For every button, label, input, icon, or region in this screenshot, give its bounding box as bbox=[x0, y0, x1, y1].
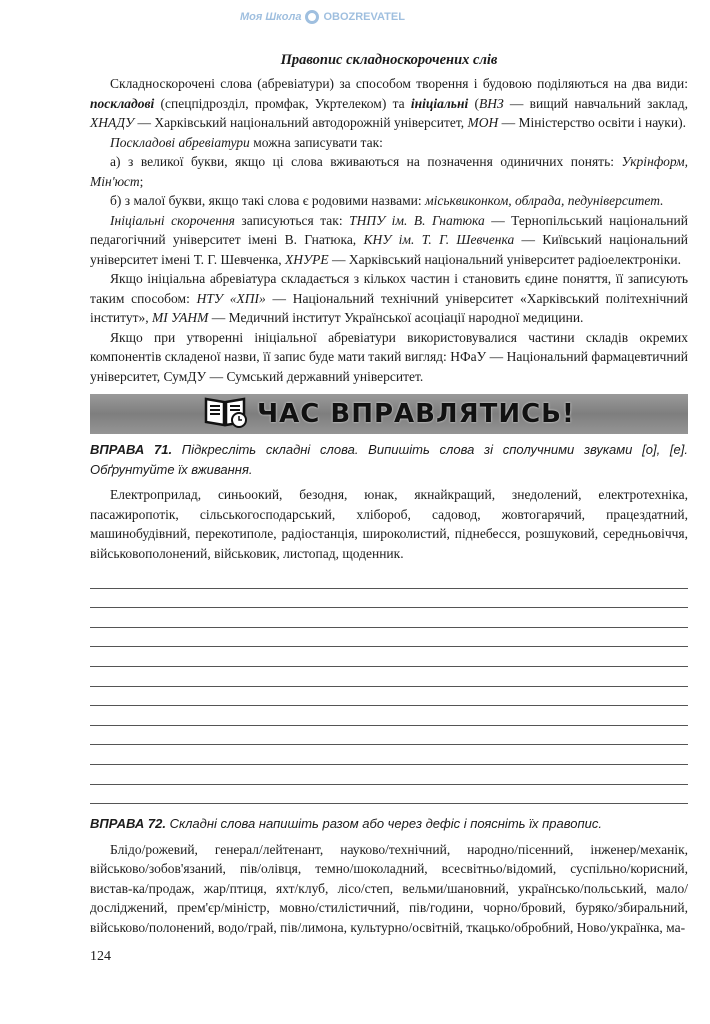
theory-text bbox=[90, 74, 688, 386]
text-run: Якщо при утворенні ініціальної абревіатури використовувалися частини складів окремих компонентів складеної назви, її запис буде мати такий вигляд: НФаУ — Національний фармацевтичний університет, СумДУ — Сумський державний університет. bbox=[90, 329, 688, 384]
emphasized-term: НТУ «ХПІ» bbox=[196, 290, 266, 306]
exercise-71-task bbox=[90, 440, 688, 479]
book-clock-icon bbox=[203, 395, 249, 434]
exercise-72-text: Блідо/рожевий, генерал/лейтенант, науково/технічний, народно/пісенний, інженер/механік, військово/зобов'язаний, пів/олівця, темно/шоколадний, всесвітньо/відомий, суспільно/корисний, вистав-ка/продаж, жар/птиця, яхт/клуб, лісо/степ, вельми/шановний, українсько/польський, мало/досліджений, прем'єр/міністр, мовно/стилістичний, пів/години, чорно/бровий, буряко/збиральний, військово/полонений, водо/грай, пів/лимона, культурно/освітній, ткацько/обробний, Ново/українка, ма- bbox=[90, 841, 688, 935]
text-run: записуються так: bbox=[234, 212, 350, 228]
banner-title: ЧАС ВПРАВЛЯТИСЬ! bbox=[257, 399, 575, 429]
answer-line bbox=[90, 589, 688, 609]
text-run: можна записувати так: bbox=[249, 134, 383, 150]
answer-line bbox=[90, 569, 688, 589]
answer-line bbox=[90, 745, 688, 765]
emphasized-term: ТНПУ ім. В. Гнатюка bbox=[349, 212, 485, 228]
exercise-71-instruction: Підкресліть складні слова. Випишіть слова зі сполучними звуками [о], [е]. Обґрунтуйте їх вживання. bbox=[90, 442, 688, 477]
section-title: Правопис складноскорочених слів bbox=[280, 52, 498, 68]
answer-line bbox=[90, 785, 688, 805]
answer-line bbox=[90, 687, 688, 707]
emphasized-term: ініціальні bbox=[410, 95, 469, 111]
answer-line bbox=[90, 667, 688, 687]
emphasized-term: ВНЗ bbox=[478, 95, 504, 111]
exercise-71-label: ВПРАВА 71. bbox=[90, 442, 173, 457]
emphasized-term: ХНАДУ bbox=[90, 115, 135, 130]
emphasized-term: Ініціальні скорочення bbox=[110, 212, 235, 228]
exercise-71-words bbox=[90, 485, 688, 563]
emphasized-term: МІ УАНМ bbox=[151, 310, 209, 325]
text-run: ( bbox=[468, 95, 479, 111]
emphasized-term: міськвиконком, облрада, педуніверситет. bbox=[424, 193, 664, 208]
text-run: — Харківський національний автодорожній університет, bbox=[134, 115, 468, 130]
theory-paragraph bbox=[90, 328, 688, 387]
answer-line bbox=[90, 608, 688, 628]
answer-line bbox=[90, 628, 688, 648]
text-run: а) з великої букви, якщо ці слова вживаються на позначення одиничних понять: bbox=[110, 154, 622, 169]
theory-paragraph bbox=[90, 133, 688, 153]
text-run: — Харківський національний університет радіоелектроніки. bbox=[328, 251, 681, 267]
text-run: Якщо ініціальна абревіатура складається з кількох частин і становить єдине поняття, її записують таким способом: bbox=[90, 271, 688, 306]
emphasized-term: КНУ ім. Т. Г. Шевченка bbox=[363, 232, 515, 247]
theory-paragraph bbox=[90, 269, 688, 328]
answer-lines bbox=[90, 569, 688, 804]
exercise-71-text: Електроприлад, синьоокий, безодня, юнак, якнайкращий, знедолений, електротехніка, пасажиропотік, сільськогосподарський, хлібороб, садовод, жовтогарячий, працездатний, машинобудівний, перекотиполе, радіостанція, широколистий, піднебесся, розшуковий, середньовіччя, військовополонений, військовик, листопад, щоденник. bbox=[90, 487, 688, 561]
theory-paragraph bbox=[90, 191, 688, 211]
theory-paragraph bbox=[90, 74, 688, 133]
emphasized-term: Поскладові абревіатури bbox=[110, 134, 250, 150]
emphasized-term: поскладові bbox=[90, 95, 155, 111]
text-run: — Київський національний університет імені Т. Г. Шевченка, bbox=[90, 232, 688, 267]
text-run: — вищий навчальний заклад, bbox=[503, 95, 688, 111]
text-run: Складноскорочені слова (абревіатури) за способом творення і будовою поділяються на два види: bbox=[110, 76, 688, 91]
exercise-72-instruction: Складні слова напишіть разом або через дефіс і поясніть їх правопис. bbox=[165, 816, 602, 832]
watermark-school: Моя Школа bbox=[240, 11, 302, 23]
emphasized-term: Укрінформ, Мін'юст bbox=[90, 154, 688, 189]
emphasized-term: ХНУРЕ bbox=[285, 251, 329, 267]
exercise-72-words bbox=[90, 840, 688, 938]
theory-paragraph bbox=[90, 211, 688, 270]
exercise-72-task bbox=[90, 814, 688, 834]
text-run: ; bbox=[139, 173, 144, 189]
text-run: б) з малої букви, якщо такі слова є родовими назвами: bbox=[110, 193, 425, 208]
text-run: — Тернопільський національний педагогічний університет імені В. Гнатюка, bbox=[90, 212, 688, 247]
theory-paragraph bbox=[90, 152, 688, 191]
text-run: — Національний технічний університет «Харківський політехнічний інститут», bbox=[90, 290, 688, 325]
text-run: (спецпідрозділ, промфак, Укртелеком) та bbox=[154, 95, 411, 111]
answer-line bbox=[90, 647, 688, 667]
page-number: 124 bbox=[90, 949, 111, 965]
text-run: — Медичний інститут Української асоціації народної медицини. bbox=[208, 310, 584, 325]
exercise-banner bbox=[90, 394, 688, 434]
exercise-72-label: ВПРАВА 72. bbox=[90, 816, 166, 832]
answer-line bbox=[90, 726, 688, 746]
answer-line bbox=[90, 765, 688, 785]
emphasized-term: МОН bbox=[467, 115, 499, 130]
text-run: — Міністерство освіти і науки). bbox=[498, 115, 686, 130]
watermark-brand: OBOZREVATEL bbox=[323, 11, 405, 23]
answer-line bbox=[90, 706, 688, 726]
